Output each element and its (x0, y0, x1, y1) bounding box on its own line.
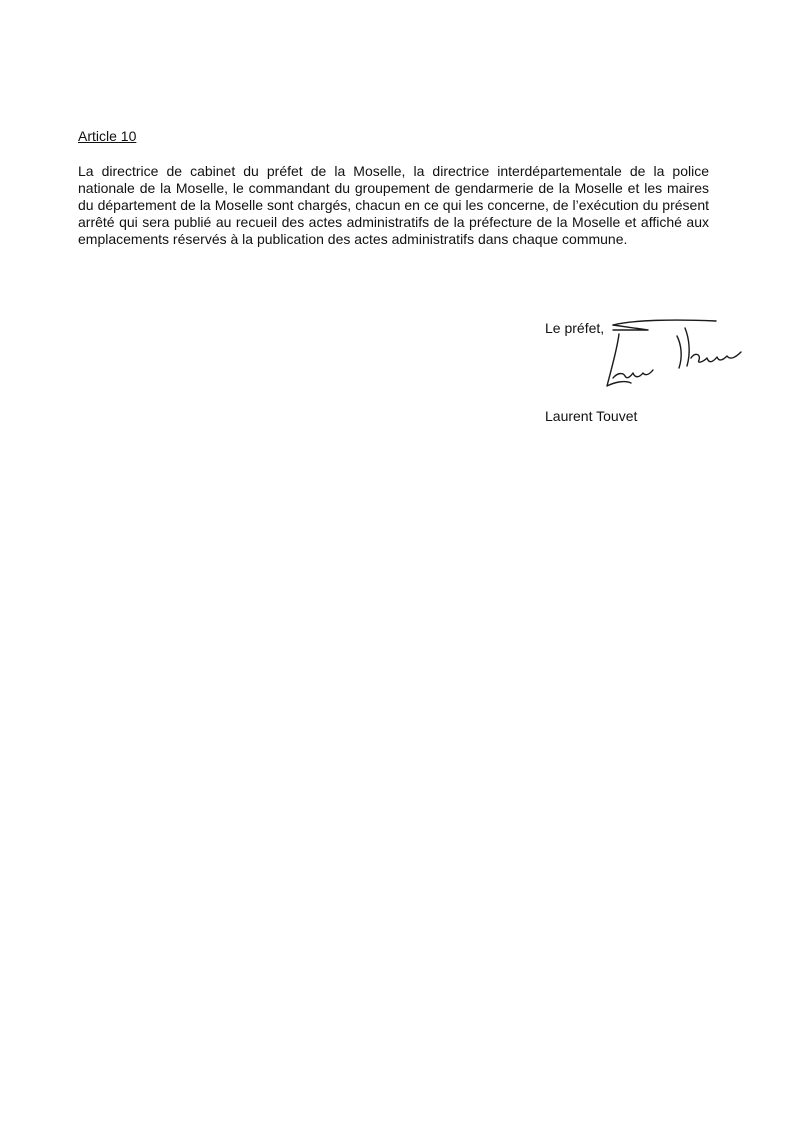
signature-title: Le préfet, (545, 320, 605, 336)
signature-block (545, 320, 745, 430)
handwritten-signature (573, 318, 753, 398)
article-body: La directrice de cabinet du préfet de la Moselle, la directrice interdépartementale de la police nationale de la Moselle, le commandant du groupement de gendarmerie de la Moselle et les maires du département de la Moselle sont chargés, chacun en ce qui les concerne, de l’exécution du présent arrêté qui sera publié au recueil des actes administratifs de la préfecture de la Moselle et affiché aux emplacements réservés à la publication des actes administratifs dans chaque commune. (78, 163, 709, 247)
signatory-name: Laurent Touvet (545, 408, 638, 424)
article-heading: Article 10 (78, 128, 137, 144)
